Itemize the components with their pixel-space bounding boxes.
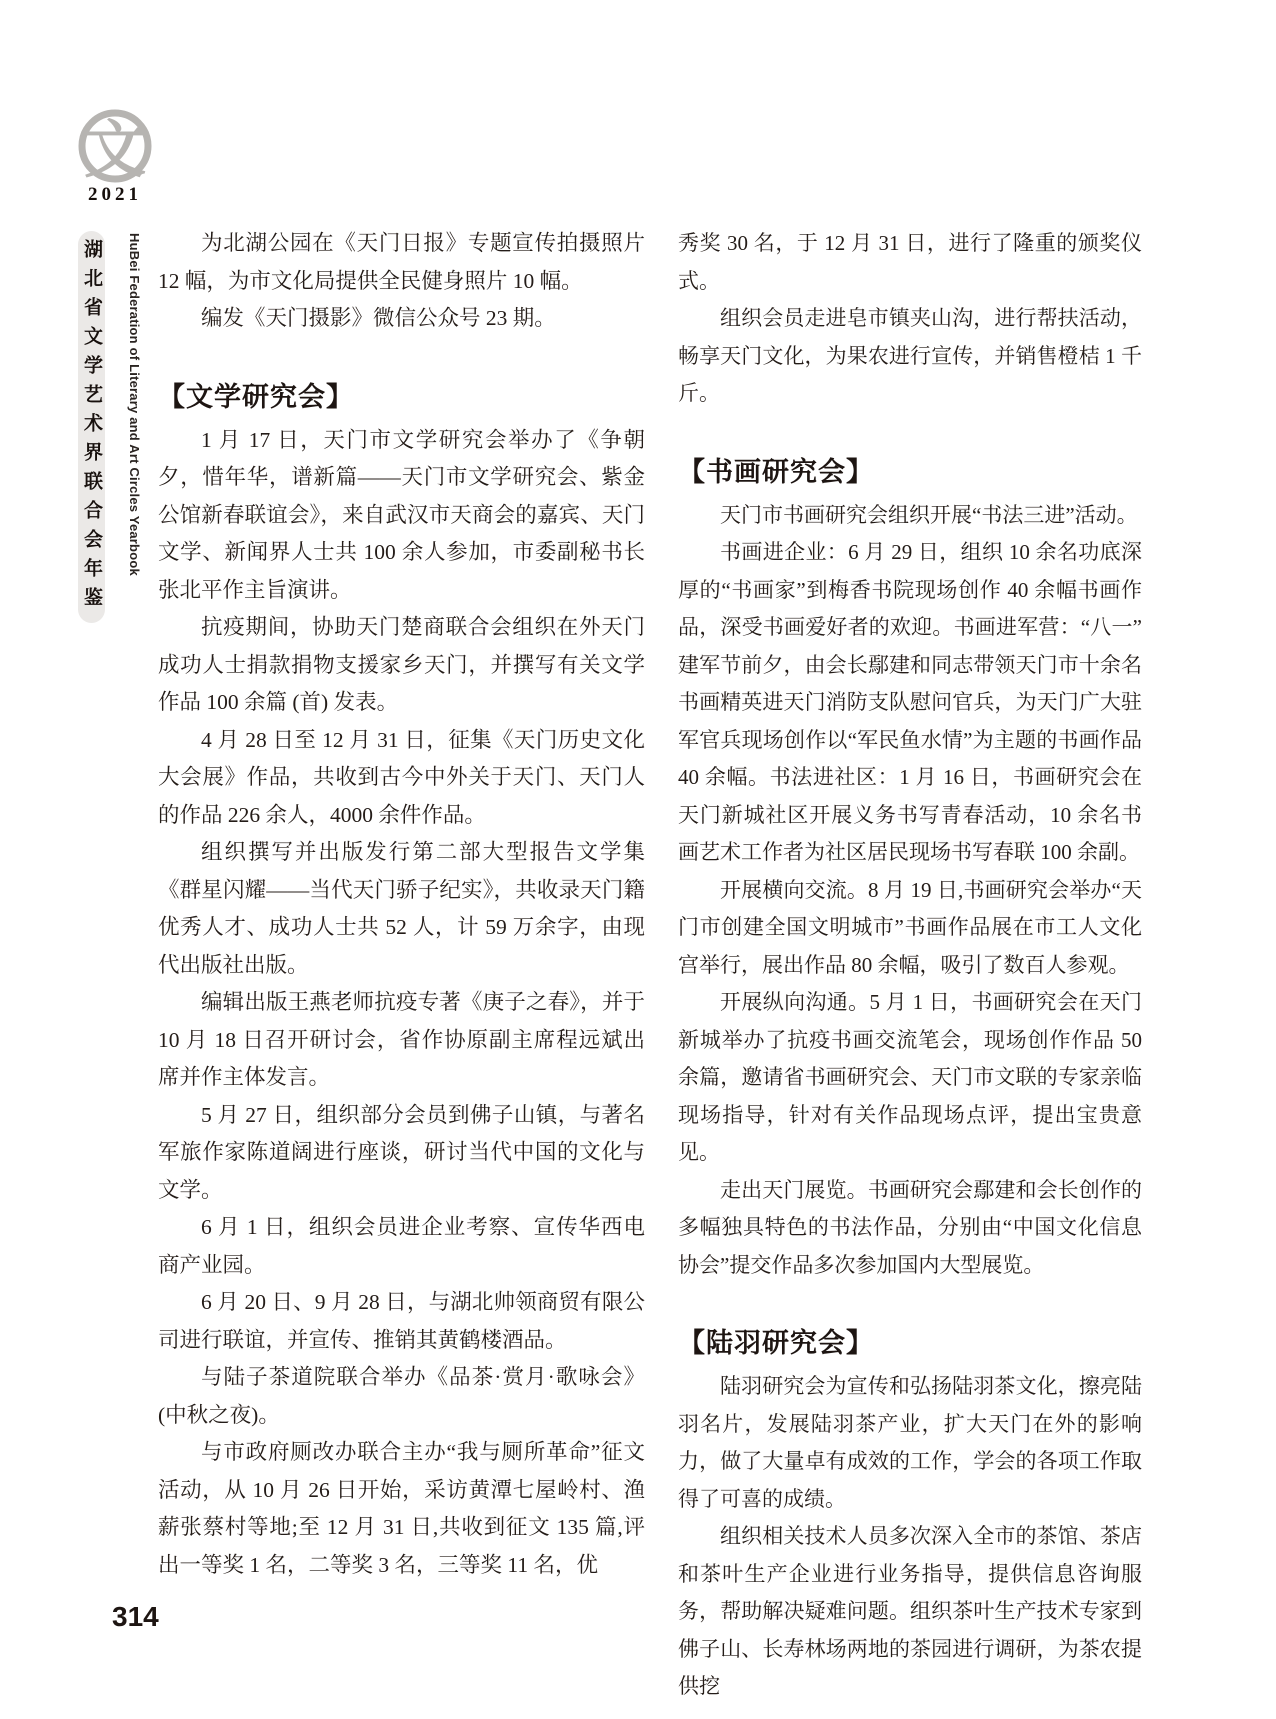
paragraph: 秀奖 30 名，于 12 月 31 日，进行了隆重的颁奖仪式。 — [678, 231, 1142, 293]
section-heading: 【书画研究会】 — [678, 456, 874, 487]
left-column — [158, 225, 645, 1584]
paragraph: 书画进企业：6 月 29 日，组织 10 余名功底深厚的“书画家”到梅香书院现场创作 40 余幅书画作品，深受书画爱好者的欢迎。书画进军营：“八一”建军节前夕，由会长鄢建和同志带领天门市十余名书画精英进天门消防支队慰问官兵，为天门广大驻军官兵现场创作以“军民鱼水情”为主题的书画作品 40 余幅。书法进社区：1 月 16 日，书画研究会在天门新城社区开展义务书写青春活动，10 余名书画艺术工作者为社区居民现场书写春联 100 余副。 — [678, 540, 1142, 864]
federation-logo — [76, 105, 154, 185]
yearbook-title-cn: 湖北省文学艺术界联合会年鉴 — [81, 238, 102, 616]
section-heading: 【文学研究会】 — [158, 381, 354, 412]
logo-circle-icon — [76, 105, 154, 185]
paragraph: 开展纵向沟通。5 月 1 日，书画研究会在天门新城举办了抗疫书画交流笔会，现场创作作品 50 余篇，邀请省书画研究会、天门市文联的专家亲临现场指导，针对有关作品现场点评，提出宝贵意见。 — [678, 990, 1142, 1164]
sidebar-title-strip — [78, 231, 105, 623]
page-number: 314 — [112, 1601, 159, 1632]
yearbook-title-en: HuBei Federation of Literary and Art Circles Yearbook — [127, 233, 142, 576]
edition-year: 2021 — [88, 184, 142, 205]
paragraph: 组织相关技术人员多次深入全市的茶馆、茶店和茶叶生产企业进行业务指导，提供信息咨询服务，帮助解决疑难问题。组织茶叶生产技术专家到佛子山、长寿林场两地的茶园进行调研，为茶农提供挖 — [678, 1524, 1142, 1698]
paragraph: 抗疫期间，协助天门楚商联合会组织在外天门成功人士捐款捐物支援家乡天门，并撰写有关文学作品 100 余篇 (首) 发表。 — [158, 615, 645, 714]
paragraph: 编辑出版王燕老师抗疫专著《庚子之春》，并于 10 月 18 日召开研讨会，省作协原副主席程远斌出席并作主体发言。 — [158, 990, 645, 1089]
paragraph: 5 月 27 日，组织部分会员到佛子山镇，与著名军旅作家陈道阔进行座谈，研讨当代中国的文化与文学。 — [158, 1102, 645, 1202]
paragraph: 与市政府厕改办联合主办“我与厕所革命”征文活动，从 10 月 26 日开始，采访黄潭七屋岭村、渔薪张蔡村等地;至 12 月 31 日,共收到征文 135 篇,评出一等奖 1 名，二等奖 3 名，三等奖 11 名，优 — [158, 1440, 645, 1577]
paragraph: 陆羽研究会为宣传和弘扬陆羽茶文化，擦亮陆羽名片，发展陆羽茶产业，扩大天门在外的影响力，做了大量卓有成效的工作，学会的各项工作取得了可喜的成绩。 — [678, 1374, 1142, 1511]
paragraph: 6 月 20 日、9 月 28 日，与湖北帅领商贸有限公司进行联谊，并宣传、推销其黄鹤楼酒品。 — [158, 1290, 645, 1352]
paragraph: 天门市书画研究会组织开展“书法三进”活动。 — [720, 502, 1138, 527]
paragraph: 走出天门展览。书画研究会鄢建和会长创作的多幅独具特色的书法作品，分别由“中国文化信息协会”提交作品多次参加国内大型展览。 — [678, 1177, 1142, 1277]
paragraph: 组织会员走进皂市镇夹山沟，进行帮扶活动，畅享天门文化，为果农进行宣传，并销售橙桔 1 千斤。 — [678, 306, 1142, 405]
logo-wen-glyph: 文 — [83, 117, 147, 185]
paragraph: 开展横向交流。8 月 19 日,书画研究会举办“天门市创建全国文明城市”书画作品展在市工人文化宫举行，展出作品 80 余幅，吸引了数百人参观。 — [678, 877, 1142, 977]
paragraph: 1 月 17 日，天门市文学研究会举办了《争朝夕，惜年华，谱新篇——天门市文学研究会、紫金公馆新春联谊会》，来自武汉市天商会的嘉宾、天门文学、新闻界人士共 100 余人参加，市委副秘书长张北平作主旨演讲。 — [158, 427, 645, 602]
right-column — [678, 225, 1142, 1706]
paragraph: 与陆子茶道院联合举办《品茶·赏月·歌咏会》(中秋之夜)。 — [158, 1365, 645, 1427]
paragraph: 编发《天门摄影》微信公众号 23 期。 — [201, 306, 556, 330]
paragraph: 6 月 1 日，组织会员进企业考察、宣传华西电商产业园。 — [158, 1215, 645, 1277]
paragraph: 为北湖公园在《天门日报》专题宣传拍摄照片 12 幅，为市文化局提供全民健身照片 10 幅。 — [158, 231, 645, 293]
section-heading: 【陆羽研究会】 — [678, 1328, 874, 1358]
paragraph: 组织撰写并出版发行第二部大型报告文学集《群星闪耀——当代天门骄子纪实》，共收录天门籍优秀人才、成功人士共 52 人，计 59 万余字，由现代出版社出版。 — [158, 840, 645, 977]
paragraph: 4 月 28 日至 12 月 31 日，征集《天门历史文化大会展》作品，共收到古今中外关于天门、天门人的作品 226 余人，4000 余件作品。 — [158, 727, 645, 827]
